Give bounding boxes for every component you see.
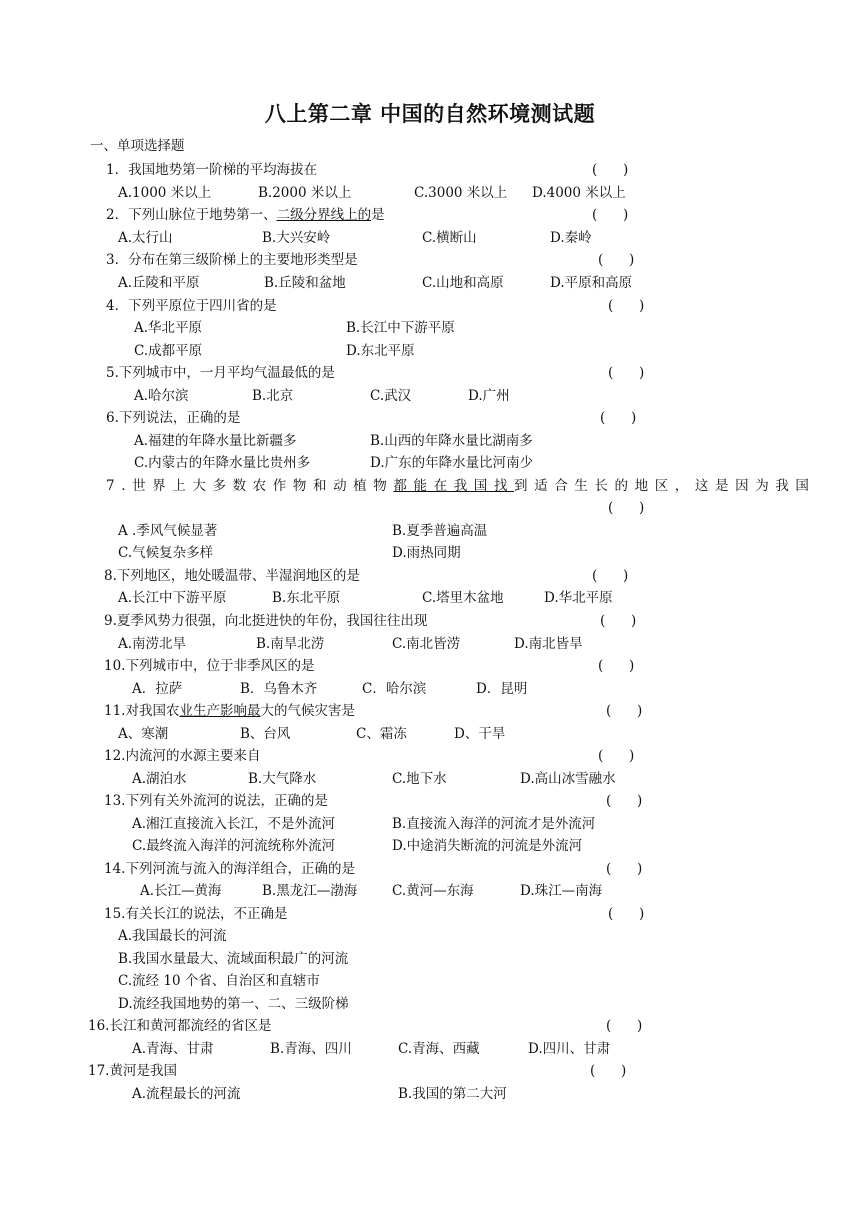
question-10-stem: 10.下列城市中，位于非季风区的是: [104, 658, 315, 674]
answer-paren-1: ( ): [592, 162, 629, 178]
option-11-b: B、台风: [240, 726, 291, 742]
option-5-d: D.广州: [468, 388, 510, 404]
option-4-a: A.华北平原: [134, 320, 203, 336]
option-6-c: C.内蒙古的年降水量比贵州多: [134, 455, 311, 471]
answer-paren-14: ( ): [606, 861, 643, 877]
option-8-b: B.东北平原: [272, 590, 341, 606]
option-3-c: C.山地和高原: [422, 275, 504, 291]
answer-paren-3: ( ): [598, 252, 635, 268]
option-15-c: C.流经 10 个省、自治区和直辖市: [118, 973, 320, 989]
answer-paren-6: ( ): [600, 410, 637, 426]
answer-paren-9: ( ): [600, 613, 637, 629]
option-14-a: A.长江—黄海: [140, 883, 222, 899]
question-2-stem: 2．下列山脉位于地势第一、二级分界线上的是: [106, 207, 385, 223]
option-5-a: A.哈尔滨: [134, 388, 189, 404]
question-9-stem: 9.夏季风势力很强，向北挺进快的年份，我国往往出现: [104, 613, 428, 629]
question-15-stem: 15.有关长江的说法，不正确是: [104, 906, 288, 922]
question-8-stem: 8.下列地区，地处暖温带、半湿润地区的是: [104, 568, 360, 584]
option-12-b: B.大气降水: [248, 771, 317, 787]
option-9-b: B.南旱北涝: [256, 636, 325, 652]
option-6-a: A.福建的年降水量比新疆多: [134, 433, 297, 449]
option-15-b: B.我国水量最大、流域面积最广的河流: [118, 951, 349, 967]
option-11-c: C、霜冻: [356, 726, 407, 742]
option-11-d: D、干旱: [454, 726, 506, 742]
option-16-c: C.青海、西藏: [398, 1041, 480, 1057]
option-8-d: D.华北平原: [544, 590, 613, 606]
section-heading: 一、单项选择题: [90, 138, 185, 154]
option-3-d: D.平原和高原: [550, 275, 633, 291]
option-1-d: D.4000 米以上: [532, 185, 626, 201]
option-6-d: D.广东的年降水量比河南少: [370, 455, 534, 471]
question-12-stem: 12.内流河的水源主要来自: [104, 748, 261, 764]
question-13-stem: 13.下列有关外流河的说法，正确的是: [104, 793, 328, 809]
option-14-b: B.黑龙江—渤海: [262, 883, 358, 899]
answer-paren-17: ( ): [590, 1063, 627, 1079]
option-3-a: A.丘陵和平原: [118, 275, 200, 291]
answer-paren-7: ( ): [608, 500, 645, 516]
answer-paren-13: ( ): [606, 793, 643, 809]
option-5-c: C.武汉: [370, 388, 412, 404]
option-1-c: C.3000 米以上: [414, 185, 508, 201]
option-8-a: A.长江中下游平原: [118, 590, 227, 606]
option-12-c: C.地下水: [392, 771, 447, 787]
option-16-d: D.四川、甘肃: [528, 1041, 611, 1057]
option-1-b: B.2000 米以上: [258, 185, 352, 201]
option-14-c: C.黄河—东海: [392, 883, 474, 899]
option-4-b: B.长江中下游平原: [346, 320, 455, 336]
answer-paren-5: ( ): [608, 365, 645, 381]
option-8-c: C.塔里木盆地: [422, 590, 504, 606]
answer-paren-4: ( ): [608, 298, 645, 314]
option-10-c: C．哈尔滨: [362, 681, 427, 697]
option-2-a: A.太行山: [118, 230, 173, 246]
question-1-stem: 1．我国地势第一阶梯的平均海拔在: [106, 162, 318, 178]
question-5-stem: 5.下列城市中，一月平均气温最低的是: [106, 365, 335, 381]
option-17-a: A.流程最长的河流: [132, 1086, 241, 1102]
answer-paren-11: ( ): [606, 703, 643, 719]
option-6-b: B.山西的年降水量比湖南多: [370, 433, 533, 449]
question-14-stem: 14.下列河流与流入的海洋组合，正确的是: [104, 861, 355, 877]
option-16-a: A.青海、甘肃: [132, 1041, 214, 1057]
question-16-stem: 16.长江和黄河都流经的省区是: [88, 1018, 272, 1034]
option-15-a: A.我国最长的河流: [118, 928, 227, 944]
option-13-c: C.最终流入海洋的河流统称外流河: [132, 838, 336, 854]
answer-paren-2: ( ): [592, 207, 629, 223]
answer-paren-12: ( ): [598, 748, 635, 764]
option-1-a: A.1000 米以上: [118, 185, 212, 201]
option-9-c: C.南北皆涝: [392, 636, 461, 652]
option-11-a: A、寒潮: [118, 726, 169, 742]
option-3-b: B.丘陵和盆地: [264, 275, 346, 291]
option-7-a: A .季风气候显著: [118, 523, 218, 539]
option-13-d: D.中途消失断流的河流是外流河: [392, 838, 583, 854]
option-10-a: A．拉萨: [132, 681, 183, 697]
question-6-stem: 6.下列说法，正确的是: [106, 410, 241, 426]
question-4-stem: 4．下列平原位于四川省的是: [106, 298, 277, 314]
answer-paren-15: ( ): [608, 906, 645, 922]
option-5-b: B.北京: [252, 388, 294, 404]
option-10-d: D．昆明: [476, 681, 528, 697]
answer-paren-8: ( ): [592, 568, 629, 584]
option-9-d: D.南北皆旱: [514, 636, 583, 652]
option-7-c: C.气候复杂多样: [118, 545, 214, 561]
answer-paren-10: ( ): [598, 658, 635, 674]
option-10-b: B．乌鲁木齐: [240, 681, 318, 697]
question-3-stem: 3．分布在第三级阶梯上的主要地形类型是: [106, 252, 358, 268]
option-13-a: A.湘江直接流入长江，不是外流河: [132, 816, 336, 832]
option-7-d: D.雨热同期: [392, 545, 461, 561]
option-4-d: D.东北平原: [346, 343, 415, 359]
option-7-b: B.夏季普遍高温: [392, 523, 488, 539]
option-13-b: B.直接流入海洋的河流才是外流河: [392, 816, 596, 832]
option-2-c: C.横断山: [422, 230, 477, 246]
option-14-d: D.珠江—南海: [520, 883, 603, 899]
question-17-stem: 17.黄河是我国: [88, 1063, 177, 1079]
option-2-b: B.大兴安岭: [262, 230, 331, 246]
answer-paren-16: ( ): [606, 1018, 643, 1034]
question-7-stem: 7.世界上大多数农作物和动植物都能在我国找到适合生长的地区，这是因为我国: [106, 478, 816, 494]
option-2-d: D.秦岭: [550, 230, 592, 246]
page-title: 八上第二章 中国的自然环境测试题: [264, 101, 596, 126]
option-4-c: C.成都平原: [134, 343, 203, 359]
option-17-b: B.我国的第二大河: [398, 1086, 507, 1102]
option-12-a: A.湖泊水: [132, 771, 187, 787]
option-12-d: D.高山冰雪融水: [520, 771, 616, 787]
option-15-d: D.流经我国地势的第一、二、三级阶梯: [118, 996, 349, 1012]
option-16-b: B.青海、四川: [270, 1041, 352, 1057]
question-11-stem: 11.对我国农业生产影响最大的气候灾害是: [104, 703, 355, 719]
option-9-a: A.南涝北旱: [118, 636, 187, 652]
